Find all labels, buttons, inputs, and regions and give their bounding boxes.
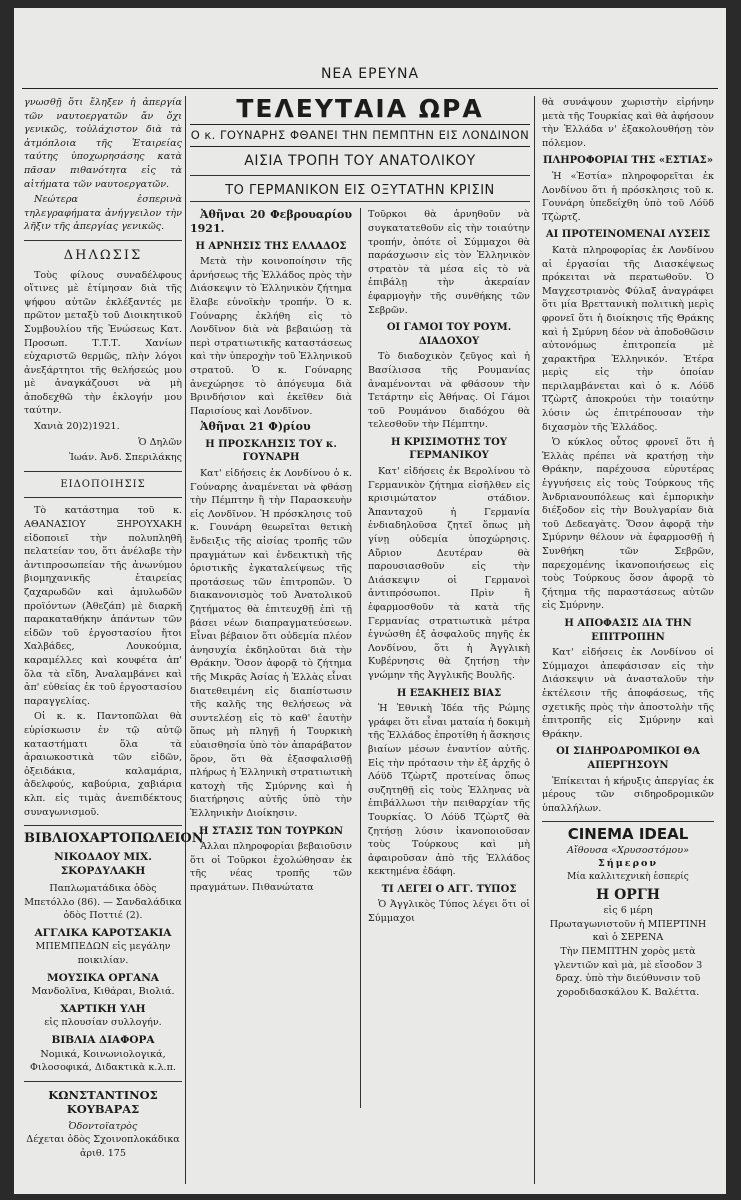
masthead: ΝΕΑ ΕΡΕΥΝΑ <box>320 66 420 82</box>
subheading: Η ΑΠΟΦΑΣΙΣ ΔΙΑ ΤΗΝ ΕΠΙΤΡΟΠΗΝ <box>564 617 692 643</box>
subheading: ΑΙ ΠΡΟΤΕΙΝΟΜΕΝΑΙ ΛΥΣΕΙΣ <box>545 229 711 241</box>
subheading: ΟΙ ΓΑΜΟΙ ΤΟΥ ΡΟΥΜ. ΔΙΑΔΟΧΟΥ <box>386 322 512 347</box>
article-text: Τὸ διαδοχικὸν ζεῦγος καὶ ἡ Βασίλισσα τῆς Ρουμανίας ἀναμένονται νὰ φθάσουν τὴν Τετάρτην εἰς Ἀθήνας. Οἱ Γάμοι τοῦ Ρουμάνου διαδόχου θὰ τελεσθοῦν τὴν Πέμπτην. <box>368 351 530 431</box>
dilosis-signature-label: Ὁ Δηλῶν <box>138 436 182 448</box>
article-text: Κατ' εἰδήσεις ἐκ Λονδίνου ὁ κ. Γούναρης ἀναμένεται νὰ φθάσῃ τὴν Πέμπτην ἢ τὴν Παρασκευὴν εἰς Λονδῖνον. Ἡ πρόσκλησις τοῦ κ. Γουνάρη θεωρεῖται θετικὴ ἔνδειξις τῆς αἰσίας τροπῆς τῶν πραγμάτων καὶ ἐνδεικτικὴ τῆς ὁριστικῆς ἐγκαταλείψεως τῆς προτάσεως τῶν ἐπιτροπῶν. Ὁ διακανονισμὸς τοῦ Ἀνατολικοῦ ζητήματος θὰ ἐπιτευχθῇ ἐπὶ τῇ βάσει νέων διαπραγματεύσεων. Εἶναι βέβαιον ὅτι οὐδεμία πλέον ἀνησυχία ἐκδηλοῦται διὰ τὴν Θράκην. Ὅσον ἀφορᾷ τὸ ζήτημα τῆς Μικρᾶς Ἀσίας ἡ Ἑλλὰς εἶναι διατεθειμένη εἰς διαπίστωσιν τῆς καλῆς της θελήσεως νὰ συντελέσῃ εἰς τὸ καθ' ἑαυτὴν ὅπως μὴ πληγῇ ἡ Τουρκικὴ εὐαισθησία ὑπὸ τὸν ἀπαράβατον ὅρον, ὅτι θὰ ἐξασφαλισθῇ πλήρως ἡ Ἑλληνικὴ στρατιωτικὴ κατοχὴ τῆς Σμύρνης καὶ ἡ διατήρησις αὐτῆς ὑπὸ τὴν Ἑλληνικὴν Διοίκησιν. <box>190 468 352 819</box>
cinema-hall: Αἴθουσα «Χρυσοστόμου» <box>567 844 689 856</box>
dateline: Ἀθῆναι 20 Φεβρουαρίου 1921. <box>190 208 352 235</box>
article-text: Μετὰ τὴν κοινοποίησιν τῆς ἀρνήσεως τῆς Ἑλλάδος πρὸς τὴν Διάσκεψιν τὸ Ἑλληνικὸν ζήτημα ἔλαβε εὐνοϊκὴν τροπήν. Ὁ κ. Γούναρης ἐκλήθη εἰς τὸ Λονδῖνον διὰ νὰ βεβαιώσῃ τὰ περὶ στρατιωτικῆς καταστάσεως καὶ τὴν ὑπεροχὴν τοῦ Ἑλληνικοῦ στρατοῦ. Ὁ κ. Γούναρης ἀνεχώρησε τὸ ἀπόγευμα διὰ Βρινδήσιον καὶ ἐκεῖθεν διὰ Παρισίους καὶ Λονδῖνον. <box>190 256 352 417</box>
film-cast: Πρωταγωνιστοῦν ἡ ΜΠΕΡΤΙΝΗ καὶ ὁ ΣΕΡΕΝΑ <box>549 918 707 944</box>
dilosis-date: Χανιὰ 20)2)1921. <box>34 421 120 433</box>
article-text: Ἡ Ἐθνικὴ Ἰδέα τῆς Ρώμης γράφει ὅτι εἶναι ματαία ἡ δοκιμὴ τῆς Ἑλλάδος ἐπροτίθη ἡ ἄσκησις βιαίων μέσων ἐναντίον αὐτῆς. Εἰς τὴν πρότασιν τὴν ἐξ ἀρχῆς ὁ Λόϋδ Τζὼρτζ προτείνας ὅπως συζητηθῇ εἰς τοὺς Ἑλληνας νὰ ἐπιβάλλωσι τὴν πειθαρχίαν τῆς Τουρκίας. Ὁ Λόϋδ Τζὼρτζ θὰ ζητήσῃ λύσιν ἱκανοποιοῦσαν τοὺς Τούρκους καὶ μὴ ἀφαιροῦσαν ἀπὸ τῆς Ἑλλάδος κεκτημένα ἐδάφη. <box>368 703 530 878</box>
cinema-today: Σήμερον <box>597 858 659 870</box>
shop-address: Παπλωματάδικα ὁδὸς Μπετόλλο (86). — Σανδαλάδικα ὁδὸς Ποττιέ (2). <box>24 883 182 922</box>
subheading: Η ΕΞΑΚΗΕΙΣ ΒΙΑΣ <box>396 687 502 699</box>
shop-item-name: ΒΙΒΛΙΑ ΔΙΑΦΟΡΑ <box>51 1034 155 1047</box>
eidopoiisis-text: Οἱ κ. κ. Παντοπῶλαι θὰ εὑρίσκωσιν ἐν τῷ αὐτῷ καταστήματι ὅλα τὰ ἀραιωκοστικὰ τῶν εἰδῶν, ὀξειδάκια, καλαμάρια, ἀδελφούς, καβούρια, χαβιάρια κλπ. εἰς τιμὰς ἀνεπιδέκτους συναγωνισμοῦ. <box>24 711 182 818</box>
subheading: ΠΛΗΡΟΦΟΡΙΑΙ ΤΗΣ «ΕΣΤΙΑΣ» <box>543 155 713 167</box>
article-text: Κατὰ πληροφορίας ἐκ Λονδίνου αἱ ἐργασίαι τῆς Διασκέψεως πρόκειται νὰ περατωθοῦν. Ὁ Μαγχεστριανὸς Φύλαξ ἀναγράφει ὅτι μία Βρεττανικὴ πολιτικὴ μερὶς φρονεῖ ὅτι ἡ διοίκησις τῆς Θράκης καὶ ἡ Σμύρνη δέον νὰ ἀποδοθῶσιν αὐτονόμως ἐπιτροπεία μὲ χαρακτῆρα Ἑλληνικόν. Ἑτέρα μερὶς εἰς τὴν ὁποίαν περιλαμβάνεται καὶ ὁ κ. Λόϋδ Τζὼρτζ ἀποκρούει τὴν τοιαύτην λύσιν ὡς ἐπιτρέπουσαν τὴν διχασμὸν τῆς Ἑλλάδος. <box>542 244 714 433</box>
cinema-title: CINEMA IDEAL <box>567 825 689 844</box>
shop-title: ΒΙΒΛΙΟΧΑΡΤΟΠΩΛΕΙΟΝ <box>24 831 204 847</box>
shop-item-name: ΑΓΓΛΙΚΑ ΚΑΡΟΤΣΑΚΙΑ <box>34 926 172 939</box>
shop-item-name: ΜΟΥΣΙΚΑ ΟΡΓΑΝΑ <box>47 971 159 984</box>
newspaper-page <box>14 8 726 1194</box>
dilosis-title: ΔΗΛΩΣΙΣ <box>63 247 143 263</box>
dilosis-text: Τοὺς φίλους συναδέλφους οἵτινες μὲ ἐτίμησαν διὰ τῆς ψήφου αὐτῶν ἐκλέξαντές με πρῶτον μεταξὺ τοῦ Διοικητικοῦ Συμβουλίου τῆς Ἑνώσεως Κατ. Προσωπ. Τ.Τ.Τ. Χανίων εὐχαριστῶ θερμῶς, πλὴν λόγοι ἀνεξάρτητοι τῆς θελήσεώς μου μὲ ἀναγκάζουσι νὰ μὴ ἀποδεχθῶ τὴν ἐκλογήν μου ταύτην. <box>24 269 182 417</box>
divider <box>24 240 182 241</box>
article-text: Τοῦρκοι θὰ ἀρνηθοῦν νὰ συγκατατεθοῦν εἰς τὴν τοιαύτην τροπήν, ὁπότε οἱ Σύμμαχοι θὰ παράσχωσιν εἰς τὸν Ἑλληνικὸν στρατὸν τὰ μέσα εἰς τὸ νὰ ἐπιβάλῃ τὴν ἀκεραίαν ἐφαρμογὴν τῆς συνθήκης τῶν Σεβρῶν. <box>368 209 530 316</box>
shop-item-name: ΧΑΡΤΙΚΗ ΥΛΗ <box>60 1002 146 1015</box>
article-text: Κατ' εἰδήσεις ἐκ Βερολίνου τὸ Γερμανικὸν ζήτημα εἰσῆλθεν εἰς κρισιμώτατον στάδιον. Ἀπανταχοῦ ἡ Γερμανία ἐνδιαδηλοῦσα ζητεῖ ὅπως μὴ γίνῃ οὐδεμία ὑποχώρησις. Αὔριον Δευτέραν θὰ παρουσιασθοῦν εἰς τὴν Διάσκεψιν οἱ Γερμανοὶ ἀντιπρόσωποι. Πρὶν ἢ ἐφαρμοσθοῦν τὰ κατὰ τῆς Γερμανίας στρατιωτικὰ μέτρα ἐγνώσθη ἐξ ἀσφαλοῦς πηγῆς ἐκ Λονδίνου, ὅτι ἡ Ἀγγλικὴ Κυβέρνησις θὰ ζητήσῃ τὴν γνώμην τῆς Ἀγγλικῆς Βουλῆς. <box>368 466 530 681</box>
headline: ΑΙΣΙΑ ΤΡΟΠΗ ΤΟΥ ΑΝΑΤΟΛΙΚΟΥ <box>190 147 530 176</box>
article-text: Ἡ «Ἑστία» πληροφορεῖται ἐκ Λονδίνου ὅτι ἡ πρόσκλησις τοῦ κ. Γουνάρη ὑπεδείχθη ὑπὸ τοῦ Λόϋδ Τζὼρτζ. <box>542 170 714 223</box>
center-right-subcolumn <box>368 208 530 927</box>
doctor-name: ΚΩΝΣΤΑΝΤΙΝΟΣ ΚΟΥΒΑΡΑΣ <box>48 1087 158 1116</box>
subcolumn-divider <box>360 208 361 1108</box>
main-headline: Ο κ. ΓΟΥΝΑΡΗΣ ΦΘΑΝΕΙ ΤΗΝ ΠΕΜΠΤΗΝ ΕΙΣ ΛΟΝΔΙΝΟΝ <box>190 124 530 148</box>
shop-item-desc: Νομικά, Κοινωνιολογικά, Φιλοσοφικά, Διδακτικὰ κ.λ.π. <box>30 1048 176 1074</box>
subheading: ΤΙ ΛΕΓΕΙ Ο ΑΓΓ. ΤΥΠΟΣ <box>381 883 517 895</box>
article-text: θὰ συνάψουν χωριστὴν εἰρήνην μετὰ τῆς Τουρκίας καὶ θὰ ἀφήσουν τὴν Ἑλλάδα ν' ἐξακολουθήσῃ τὸν πόλεμον. <box>542 97 714 149</box>
article-text: Ὁ Ἀγγλικὸς Τύπος λέγει ὅτι οἱ Σύμμαχοι <box>368 899 530 925</box>
film-parts: εἰς 6 μέρη <box>603 905 653 917</box>
shop-item-desc: εἰς πλουσίαν συλλογήν. <box>44 1017 162 1029</box>
dateline: Ἀθῆναι 21 Φ)ρίου <box>200 420 311 434</box>
divider <box>24 1081 182 1082</box>
article-text: Νεώτερα ἑσπερινὰ τηλεγραφήματα ἀνήγγειλον τὴν λῆξιν τῆς ἀπεργίας γενικῶς. <box>24 194 182 233</box>
subheading: ΟΙ ΣΙΔΗΡΟΔΡΟΜΙΚΟΙ ΘΑ ΑΠΕΡΓΗΣΟΥΝ <box>556 746 700 771</box>
eidopoiisis-text: Τὸ κατάστημα τοῦ κ. ΑΘΑΝΑΣΙΟΥ ΞΗΡΟΥΧΑΚΗ εἰδοποιεῖ τὴν πολυπληθῆ πελατείαν του, ὅτι ἀνέλαβε τὴν ἀντιπροσωπείαν τῆς ἀνωνύμου βιομηχανικῆς ἑταιρείας ζαχαρωδῶν καὶ ἀμυλωδῶν προϊόντων (Ἀθεζάπ) μὲ διαρκῆ παρακαταθήκην ἁπάντων τῶν εἰδῶν τοῦ ἐργοστασίου ἤτοι Χαλβάδες, Λουκούμια, καραμέλλες καὶ κουφέτα ἀπ' ὅλα τὰ εἴδη, Ἀναλαμβάνει καὶ ἀπ' εὐθείας ἐκ τοῦ ἐργοστασίου παραγγελίας. <box>24 505 182 707</box>
column-divider <box>534 96 535 1184</box>
cinema-evening: Μία καλλιτεχνικὴ ἑσπερίς <box>567 872 689 883</box>
article-text: Ἐπίκειται ἡ κήρυξις ἀπεργίας ἐκ μέρους τῶν σιδηροδρομικῶν ὑπαλλήλων. <box>542 775 714 814</box>
column-divider <box>185 96 186 1184</box>
article-text: Ὁ κύκλος οὗτος φρονεῖ ὅτι ἡ Ἑλλὰς πρέπει νὰ κρατήσῃ τὴν Θράκην, παρέχουσα εὐρυτέρας ἐγγυήσεις εἰς τοὺς Τούρκους τῆς Ἀνδριανουπόλεως καὶ ἐμπορικὴν διέξοδον εἰς τὴν Βουλγαρίαν διὰ τοῦ Δεδεαγὰτς. Ὅσον ἀφορᾷ τὴν Σμύρνην θέλουν νὰ ἐφαρμοσθῇ ἡ Συνθήκη τῶν Σεβρῶν, παρεχομένης ἱκανοποιήσεως εἰς τοὺς Τούρκους ὅσον ἀφορᾷ τὸ ζήτημα τῆς παραστάσεως αὐτῶν εἰς Σμύρνην. <box>542 437 714 612</box>
subheading: Η ΠΡΟΣΚΛΗΣΙΣ ΤΟΥ κ. ΓΟΥΝΑΡΗ <box>205 438 337 464</box>
shop-item-desc: Μανδολῖνα, Κιθάραι, Βιολιά. <box>31 986 175 998</box>
divider <box>542 821 714 822</box>
dilosis-signature: Ἰωάν. Ἀνδ. Σπεριλάκης <box>68 452 182 464</box>
headline: ΤΟ ΓΕΡΜΑΝΙΚΟΝ ΕΙΣ ΟΞΥΤΑΤΗΝ ΚΡΙΣΙΝ <box>190 176 530 203</box>
subheading: Η ΣΤΑΣΙΣ ΤΩΝ ΤΟΥΡΚΩΝ <box>198 825 343 837</box>
section-title: ΤΕΛΕΥΤΑΙΑ ΩΡΑ <box>236 94 484 123</box>
film-title: Η ΟΡΓΗ <box>596 886 660 903</box>
right-column <box>542 96 714 999</box>
divider <box>24 471 182 472</box>
article-text: Κατ' εἰδήσεις ἐκ Λονδίνου οἱ Σύμμαχοι ἀπεφάσισαν εἰς τὴν Διάσκεψιν νὰ ἀνασταλοῦν τὴν ἐκτέλεσιν τῆς ἀποφάσεως, τῆς σχετικῆς πρὸς τὴν ἀποστολὴν τῆς ἐπιτροπῆς εἰς Σμύρνην καὶ Θράκην. <box>542 647 714 740</box>
header-rule <box>22 88 718 89</box>
film-text: Τὴν ΠΕΜΠΤΗΝ χορὸς μετὰ γλεντιῶν καὶ μὰ, μὲ εἴσοδον 3 δραχ. ὑπὸ τὴν διεύθυνσιν τοῦ χοροδιδασκάλου Κ. Βαλέττα. <box>553 946 703 998</box>
center-left-subcolumn <box>190 208 352 896</box>
shop-item-desc: ΜΠΕΜΠΕΔΩΝ εἰς μεγάλην ποικιλίαν. <box>35 941 171 967</box>
left-column <box>24 96 204 1161</box>
doctor-title: Ὀδοντοϊατρὸς <box>68 1120 138 1132</box>
doctor-address: Δέχεται ὁδὸς Σχοινοπλοκάδικα ἀριθ. 175 <box>26 1134 180 1159</box>
center-column <box>190 94 530 925</box>
eidopoiisis-title: ΕΙΔΟΠΟΙΗΣΙΣ <box>60 478 146 490</box>
article-text: Ἄλλαι πληροφορίαι βεβαιοῦσιν ὅτι οἱ Τοῦρκοι ἐχολώθησαν ἐκ τῆς νέας τροπῆς τῶν πραγμάτων. Πιθανώτατα <box>190 841 352 893</box>
divider <box>24 825 182 826</box>
shop-owner: ΝΙΚΟΔΑΟΥ ΜΙΧ. ΣΚΟΡΔΥΛΑΚΗ <box>54 851 152 878</box>
subheading: Η ΚΡΙΣΙΜΟΤΗΣ ΤΟΥ ΓΕΡΜΑΝΙΚΟΥ <box>390 436 508 462</box>
article-text: γνωσθῇ ὅτι ἔληξεν ἡ ἀπεργία τῶν ναυτοεργατῶν ἄν ὄχι γενικῶς, τοὐλάχιστον διὰ τὰ ἀτμόπλοια τῆς Ἑταιρείας ταύτης ὑποχωρησάσης κατὰ πᾶσαν πιθανότητα εἰς τὰ αἰτήματα τῶν ναυτοεργατῶν. <box>24 97 182 190</box>
divider <box>24 497 182 498</box>
subheading: Η ΑΡΝΗΣΙΣ ΤΗΣ ΕΛΛΑΔΟΣ <box>195 240 347 252</box>
